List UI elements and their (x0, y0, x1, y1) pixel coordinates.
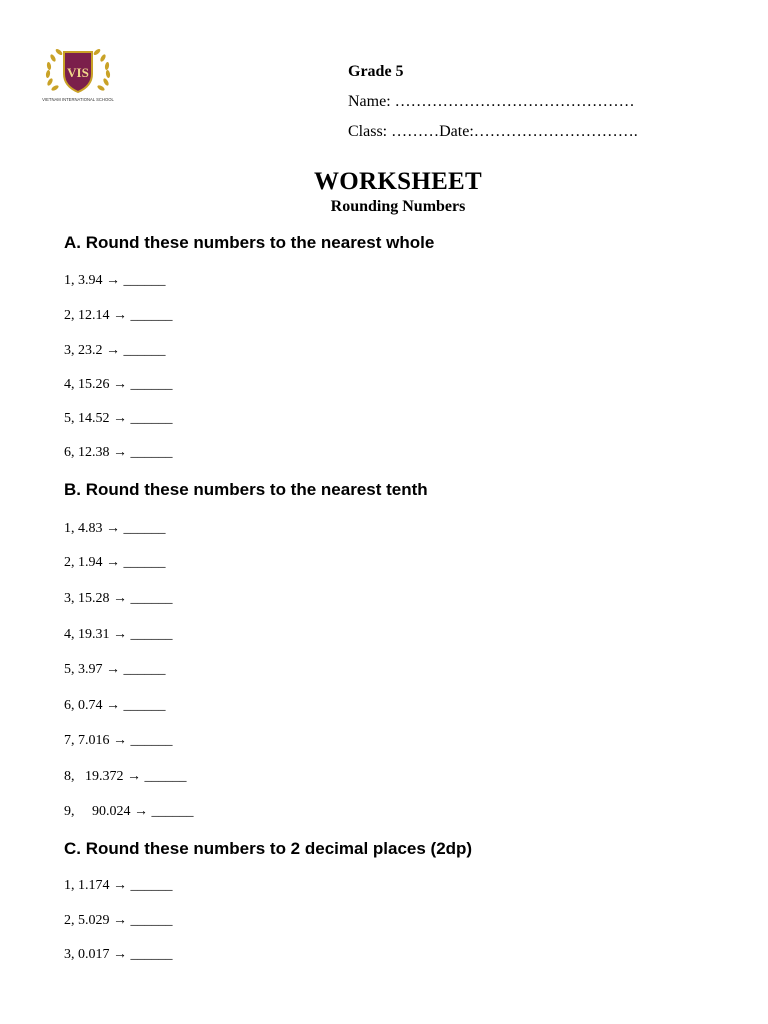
grade-label: Grade 5 (348, 63, 404, 80)
svg-text:VIS: VIS (67, 65, 89, 80)
section-c-item: 3, 0.017 → ______ (64, 947, 173, 962)
laurel-shield-icon (40, 42, 116, 108)
section-b-item: 8, 19.372 → ______ (64, 769, 187, 784)
section-a-item: 5, 14.52 → ______ (64, 411, 173, 426)
name-field-line: Name: ……………………………………… (348, 93, 635, 110)
section-a-item: 6, 12.38 → ______ (64, 445, 173, 460)
section-a-heading: A. Round these numbers to the nearest whole (64, 233, 435, 252)
section-b-item: 6, 0.74 → ______ (64, 698, 166, 713)
worksheet-title: WORKSHEET (313, 168, 483, 195)
section-b-item: 2, 1.94 → ______ (64, 555, 166, 570)
section-c-item: 2, 5.029 → ______ (64, 913, 173, 928)
section-b-item: 4, 19.31 → ______ (64, 627, 173, 642)
section-b-item: 7, 7.016 → ______ (64, 733, 173, 748)
worksheet-subtitle: Rounding Numbers (330, 198, 466, 215)
section-b-item: 3, 15.28 → ______ (64, 591, 173, 606)
section-b-item: 9, 90.024 → ______ (64, 804, 194, 819)
section-a-item: 3, 23.2 → ______ (64, 343, 166, 358)
section-b-item: 5, 3.97 → ______ (64, 662, 166, 677)
section-b-heading: B. Round these numbers to the nearest tenth (64, 480, 428, 499)
section-c-heading: C. Round these numbers to 2 decimal places (2dp) (64, 839, 473, 858)
school-logo (40, 42, 116, 108)
section-b-item: 1, 4.83 → ______ (64, 521, 166, 536)
svg-text:VIETNAM INTERNATIONAL SCHOOL: VIETNAM INTERNATIONAL SCHOOL (42, 97, 114, 102)
section-a-item: 2, 12.14 → ______ (64, 308, 173, 323)
class-date-field-line: Class: ………Date:…………………………. (348, 123, 638, 140)
section-a-item: 1, 3.94 → ______ (64, 273, 166, 288)
section-c-item: 1, 1.174 → ______ (64, 878, 173, 893)
section-a-item: 4, 15.26 → ______ (64, 377, 173, 392)
